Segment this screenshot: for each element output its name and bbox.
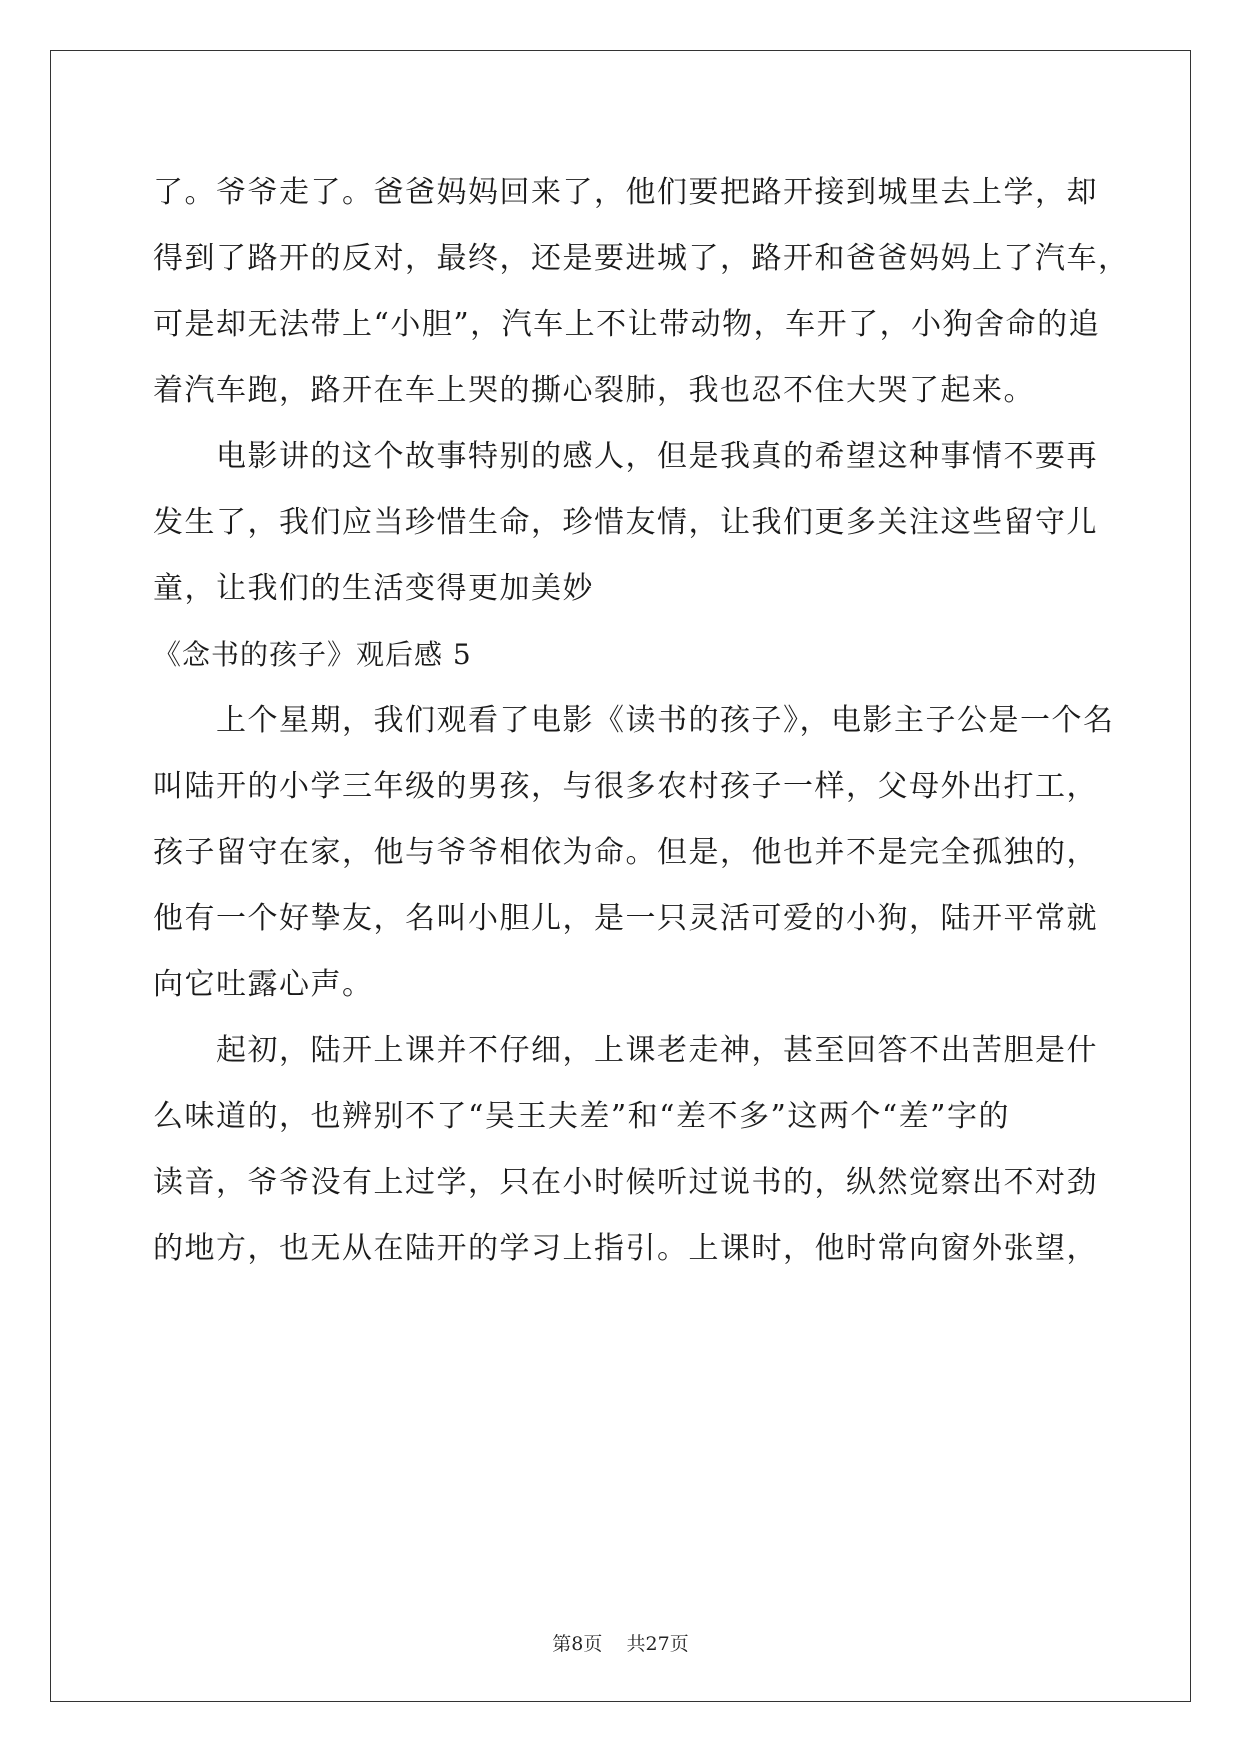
page-footer [0, 1629, 1241, 1656]
paragraph-start-line: 起初，陆开上课并不仔细，上课老走神，甚至回答不出苦胆是什 [153, 1033, 1098, 1068]
text-line: 孩子留守在家，他与爷爷相依为命。但是，他也并不是完全孤独的， [153, 835, 1098, 870]
page-label-suffix: 页 [583, 1633, 603, 1655]
text-line: 向它吐露心声。 [153, 967, 374, 1002]
document-body [153, 160, 1130, 1282]
page-label-prefix: 第 [552, 1633, 572, 1655]
text-line: 得到了路开的反对，最终，还是要进城了，路开和爸爸妈妈上了汽车， [153, 241, 1130, 276]
text-line: 他有一个好挚友，名叫小胆儿，是一只灵活可爱的小狗，陆开平常就 [153, 901, 1098, 936]
total-pages: 27 [645, 1633, 670, 1655]
total-label-prefix: 共 [626, 1633, 646, 1655]
text-line: 发生了，我们应当珍惜生命，珍惜友情，让我们更多关注这些留守儿 [153, 505, 1098, 540]
text-line: 可是却无法带上“小胆”，汽车上不让带动物，车开了，小狗舍命的追 [153, 307, 1101, 342]
text-line: 着汽车跑，路开在车上哭的撕心裂肺，我也忍不住大哭了起来。 [153, 373, 1035, 408]
text-line: 童，让我们的生活变得更加美妙 [153, 571, 594, 606]
text-line: 么味道的，也辨别不了“吴王夫差”和“差不多”这两个“差”字的 [153, 1099, 1011, 1134]
page-number: 8 [571, 1633, 584, 1655]
total-label-suffix: 页 [669, 1633, 689, 1655]
paragraph-start-line: 上个星期，我们观看了电影《读书的孩子》，电影主子公是一个名 [153, 703, 1115, 738]
section-heading: 《念书的孩子》观后感 5 [153, 638, 472, 671]
text-line: 读音，爷爷没有上过学，只在小时候听过说书的，纵然觉察出不对劲 [153, 1165, 1098, 1200]
text-line: 的地方，也无从在陆开的学习上指引。上课时，他时常向窗外张望， [153, 1231, 1098, 1266]
paragraph-start-line: 电影讲的这个故事特别的感人，但是我真的希望这种事情不要再 [153, 439, 1098, 474]
text-line: 了。爷爷走了。爸爸妈妈回来了，他们要把路开接到城里去上学，却 [153, 175, 1098, 210]
text-line: 叫陆开的小学三年级的男孩，与很多农村孩子一样，父母外出打工， [153, 769, 1098, 804]
